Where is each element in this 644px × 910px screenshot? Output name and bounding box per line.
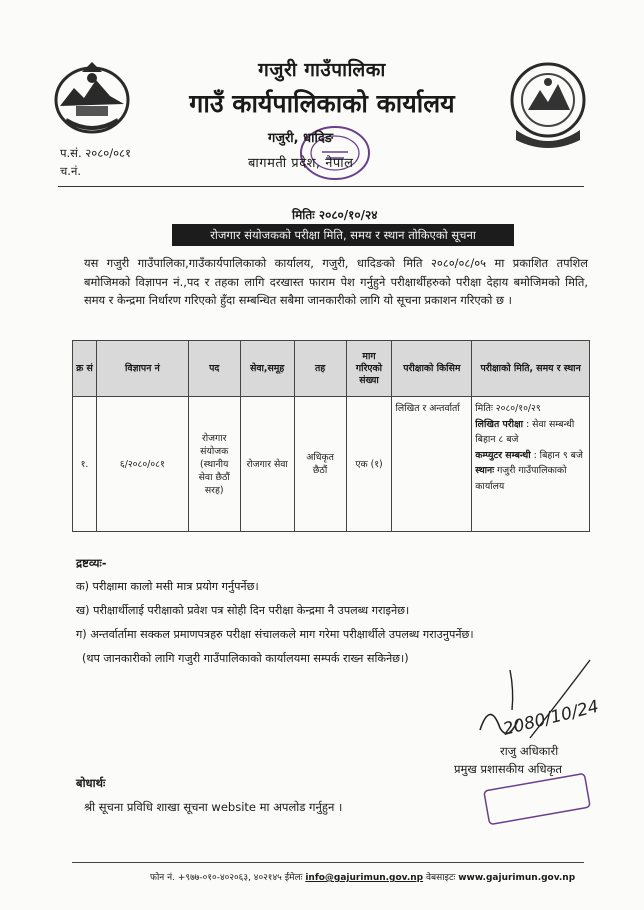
footer-email-link[interactable]: info@gajurimun.gov.np (305, 873, 424, 883)
header-level: तह (294, 341, 346, 397)
notice-body: यस गजुरी गाउँपालिका,गाउँकार्यपालिकाको कार्यालय, गजुरी, धादिङको मिति २०८०/०८/०५ मा प्रकाशित तपशिल बमोजिमको विज्ञापन नं.,पद र तहका लागि दरखास्त फाराम पेश गर्नुहुने परीक्षार्थीहरुको परीक्षा देहाय बमोजिमको मिति, समय र केन्द्रमा निर्धारण गरिएको हुँदा सम्बन्धित सबैमा जानकारीको लागि यो सूचना प्रकाशन गरिएको छ । (84, 256, 588, 308)
notice-date: मितिः २०८०/१०/२४ (292, 208, 378, 222)
notes-heading: द्रष्टव्यः- (76, 556, 107, 570)
dispatch-number: च.नं. (60, 164, 81, 178)
computer-exam-value: : बिहान ९ बजे (533, 449, 583, 461)
cell-demand: एक (१) (346, 397, 392, 532)
office-title: गाउँ कार्यपालिकाको कार्यालय (189, 89, 455, 118)
written-exam-value: : सेवा सम्बन्धी (526, 418, 575, 430)
signatory-name: राजु अधिकारी (500, 744, 559, 758)
header-ad-no: विज्ञापन नं (96, 341, 188, 397)
reference-number: प.सं. २०८०/०८१ (60, 146, 132, 160)
computer-exam-line (475, 448, 586, 464)
header-divider (58, 186, 584, 187)
cell-level: अधिकृत छैठौं (294, 397, 346, 532)
header-sn: क्र सं (73, 341, 97, 397)
note-item: क) परीक्षामा कालो मसी मात्र प्रयोग गर्नुपर्नेछ। (76, 580, 259, 593)
province-line: बागमती प्रदेश, नेपाल (248, 156, 354, 171)
cc-line: श्री सूचना प्रविधि शाखा सूचना website मा अपलोड गर्नुहुन । (84, 800, 343, 814)
venue-line (475, 463, 586, 494)
note-item: ग) अन्तर्वार्तामा सक्कल प्रमाणपत्रहरु परीक्षा संचालकले माग गरेमा परीक्षार्थीले उपलब्ध गराउनुपर्नेछ। (76, 628, 474, 641)
table-header-row (73, 341, 590, 397)
note-item: ख) परीक्षार्थीलाई परीक्षाको प्रवेश पत्र सोही दिन परीक्षा केन्द्रमा नै उपलब्ध गराइनेछ। (76, 604, 410, 617)
municipality-name: गजुरी गाउँपालिका (258, 59, 386, 81)
cc-heading: बोधार्थः (76, 776, 106, 790)
footer-divider (72, 862, 584, 863)
header-service: सेवा,समूह (240, 341, 294, 397)
header-post: पद (188, 341, 240, 397)
handwritten-date: 2080/10/24 (500, 696, 601, 740)
footer-website-label: वेबसाइटः (425, 873, 456, 883)
venue-value: गजुरी गाउँपालिकाको कार्यालय (475, 465, 567, 492)
exam-schedule-table (72, 340, 590, 532)
computer-exam-label: कम्प्युटर सम्बन्धी (475, 449, 531, 461)
cell-ad-no: ६/२०८०/०८१ (96, 397, 188, 532)
handwritten-signature-icon (470, 650, 610, 750)
footer-phone: फोन नं. +९७७-०१०-४०२०६३, ४०२१४५ (150, 873, 282, 883)
cell-exam-details (472, 397, 590, 532)
exam-date: मितिः २०८०/१०/२९ (475, 403, 541, 414)
cell-post: रोजगार संयोजक (स्थानीय सेवा छैठौं सरह) (188, 397, 240, 532)
table-row (73, 397, 590, 532)
header-exam-type: परीक्षाको किसिम (392, 341, 472, 397)
written-exam-line (475, 417, 586, 433)
written-exam-label: लिखित परीक्षा (475, 418, 524, 430)
cell-sn: १. (73, 397, 97, 532)
header-demand: माग गरिएको संख्या (346, 341, 392, 397)
footer-website-link[interactable]: www.gajurimun.gov.np (458, 873, 576, 883)
venue-label: स्थानः (475, 465, 495, 476)
cell-exam-type: लिखित र अन्तर्वार्ता (392, 397, 472, 532)
note-item: (थप जानकारीको लागि गजुरी गाउँपालिकाको कार्यालयमा सम्पर्क राख्न सकिनेछ।) (82, 652, 409, 665)
district-line: गजुरी, धादिङ (268, 131, 334, 146)
written-exam-time: बिहान ८ बजे (475, 434, 519, 445)
cell-service: रोजगार सेवा (240, 397, 294, 532)
header-exam-details: परीक्षाको मिति, समय र स्थान (472, 341, 590, 397)
footer-contact (150, 870, 575, 883)
signatory-title: प्रमुख प्रशासकीय अधिकृत (454, 762, 562, 776)
notice-title: रोजगार संयोजकको परीक्षा मिति, समय र स्थान तोकिएको सूचना (172, 224, 514, 246)
signature-stamp-icon (482, 766, 592, 826)
footer-email-label: ईमेलः (284, 873, 303, 883)
